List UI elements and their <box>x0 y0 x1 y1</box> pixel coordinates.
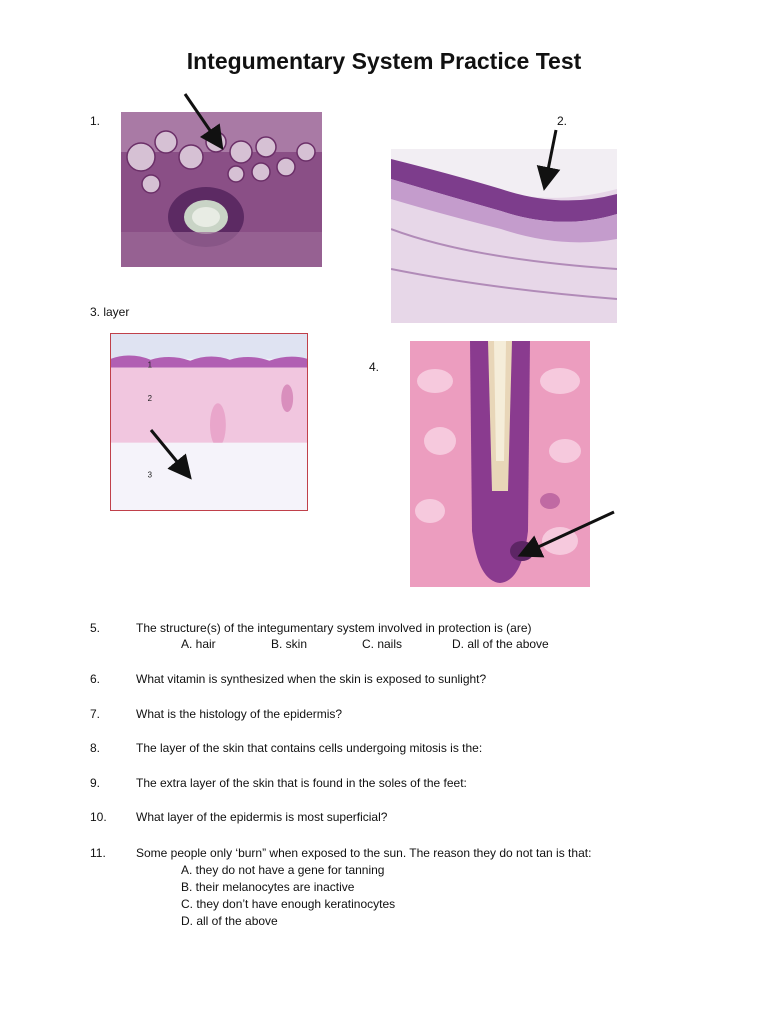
question-text: What vitamin is synthesized when the skin is exposed to sunlight? <box>136 672 487 686</box>
option-b: B. their melanocytes are inactive <box>181 880 355 894</box>
question-number: 9. <box>90 776 101 790</box>
figure-3-mark-3: 3 <box>147 470 153 480</box>
question-text: Some people only ‘burn” when exposed to the sun. The reason they do not tan is that: <box>136 846 592 860</box>
question-number: 7. <box>90 707 101 721</box>
question-text: The structure(s) of the integumentary system involved in protection is (are) <box>136 621 532 635</box>
figure-2-number: 2. <box>557 114 568 128</box>
figure-1-arrow <box>185 94 220 145</box>
question-number: 10. <box>90 810 107 824</box>
figure-1-number: 1. <box>90 114 101 128</box>
question-5-options <box>0 637 768 653</box>
option-c: C. they don’t have enough keratinocytes <box>181 897 396 911</box>
question-text: The layer of the skin that contains cells undergoing mitosis is the: <box>136 741 483 755</box>
option-d: D. all of the above <box>452 637 549 651</box>
question-text: What layer of the epidermis is most superficial? <box>136 810 388 824</box>
question-number: 8. <box>90 741 101 755</box>
figure-4-arrow <box>523 512 614 554</box>
option-a: A. they do not have a gene for tanning <box>181 863 385 877</box>
figure-4-number: 4. <box>369 360 380 374</box>
option-c: C. nails <box>362 637 403 651</box>
figure-3-arrow <box>151 430 188 475</box>
option-b: B. skin <box>271 637 308 651</box>
figure-3-mark-1: 1 <box>147 360 153 370</box>
figure-3-label: 3. layer <box>90 305 130 319</box>
page-title: Integumentary System Practice Test <box>186 48 582 74</box>
question-number: 11. <box>90 846 106 860</box>
option-a: A. hair <box>181 637 216 651</box>
question-text: The extra layer of the skin that is found in the soles of the feet: <box>136 776 467 790</box>
option-d: D. all of the above <box>181 914 278 928</box>
question-number: 5. <box>90 621 101 635</box>
figure-3-mark-2: 2 <box>147 394 153 404</box>
question-number: 6. <box>90 672 101 686</box>
figure-2-arrow <box>545 130 556 185</box>
question-text: What is the histology of the epidermis? <box>136 707 343 721</box>
question-11-options <box>181 863 395 931</box>
